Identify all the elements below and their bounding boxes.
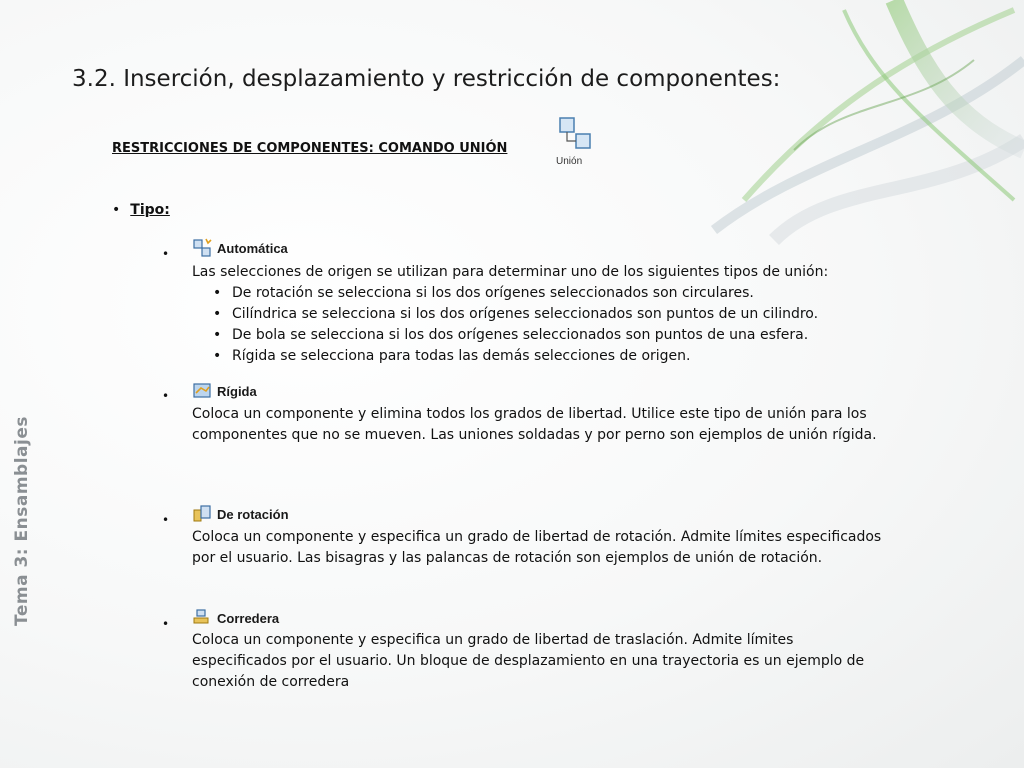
- description-text: Las selecciones de origen se utilizan para determinar uno de los siguientes tipos de unión:: [192, 264, 829, 280]
- list-item-text: De bola se selecciona si los dos orígenes seleccionados son puntos de una esfera.: [232, 327, 809, 343]
- description-text: Coloca un componente y elimina todos los grados de libertad. Utilice este tipo de unión para los componentes que no se mueven. Las uniones soldadas y por perno son ejemplos de unión rígida.: [192, 406, 877, 443]
- section-subtitle: RESTRICCIONES DE COMPONENTES: COMANDO UNIÓN: [112, 141, 508, 156]
- type-description-corredera: [192, 630, 892, 693]
- automatic-joint-icon: [192, 238, 214, 258]
- type-heading-rigida: [192, 381, 257, 401]
- type-heading-rotacion: [192, 504, 289, 524]
- type-description-rigida: [192, 404, 892, 446]
- type-description-automatica: [192, 262, 892, 367]
- description-text: Coloca un componente y especifica un grado de libertad de rotación. Admite límites especificados por el usuario. Las bisagras y las palancas de rotación son ejemplos de unión de rotación.: [192, 529, 882, 566]
- list-item: [192, 325, 892, 346]
- list-item-text: Rígida se selecciona para todas las demás selecciones de origen.: [232, 348, 691, 364]
- type-name: De rotación: [217, 506, 289, 522]
- rotational-joint-icon: [192, 504, 214, 524]
- side-section-label: Tema 3: Ensamblajes: [12, 416, 32, 626]
- bullet-marker: •: [162, 247, 170, 261]
- tipo-label: Tipo:: [130, 202, 170, 218]
- slider-joint-icon: [192, 608, 214, 628]
- description-text: Coloca un componente y especifica un grado de libertad de traslación. Admite límites especificados por el usuario. Un bloque de desplazamiento en una trayectoria es un ejemplo de conexión de corredera: [192, 632, 865, 690]
- list-item: [192, 283, 892, 304]
- list-item: [192, 346, 892, 367]
- decorative-swirl-graphic: [594, 0, 1024, 250]
- type-name: Rígida: [217, 383, 257, 399]
- list-item-text: Cilíndrica se selecciona si los dos orígenes seleccionados son puntos de un cilindro.: [232, 306, 819, 322]
- type-name: Corredera: [217, 610, 280, 626]
- list-item: [192, 304, 892, 325]
- type-description-rotacion: [192, 527, 892, 569]
- bullet-marker: •: [162, 617, 170, 631]
- tipo-heading: • Tipo:: [112, 202, 170, 218]
- list-item-text: De rotación se selecciona si los dos orígenes seleccionados son circulares.: [232, 285, 754, 301]
- type-name: Automática: [217, 240, 288, 256]
- bullet-marker: •: [162, 513, 170, 527]
- page-title: 3.2. Inserción, desplazamiento y restricción de componentes:: [72, 66, 781, 92]
- automatic-sub-list: [192, 283, 892, 367]
- bullet-marker: •: [162, 389, 170, 403]
- rigid-joint-icon: [192, 381, 214, 401]
- type-heading-corredera: [192, 608, 279, 628]
- union-command-label: Unión: [556, 156, 583, 167]
- type-heading-automatica: [192, 238, 288, 258]
